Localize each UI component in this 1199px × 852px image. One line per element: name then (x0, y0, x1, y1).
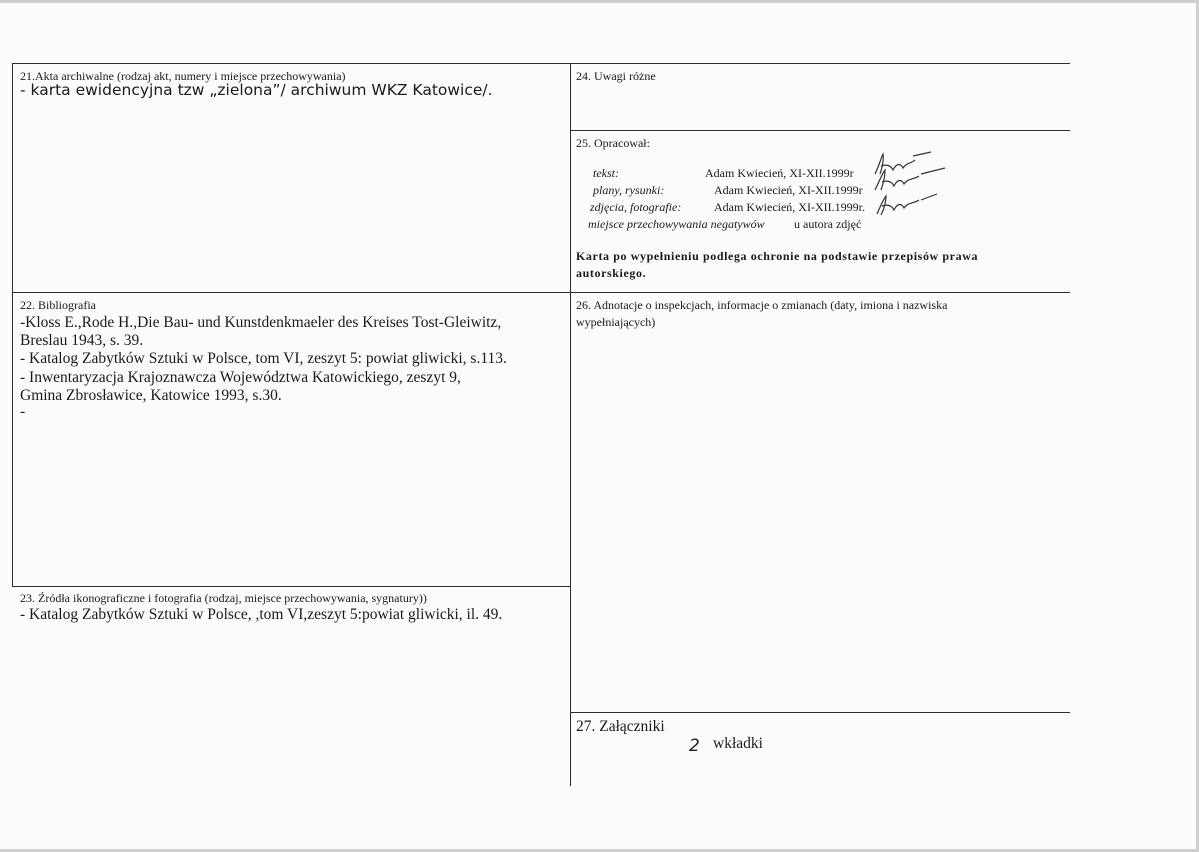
divider-24-25 (570, 130, 1070, 131)
section-23-content: - Katalog Zabytków Sztuki w Polsce, ,tom VI,zeszyt 5:powiat gliwicki, il. 49. (20, 606, 503, 623)
section-26-label-line1: 26. Adnotacje o inspekcjach, informacje o zmianach (daty, imiona i nazwiska (576, 298, 948, 312)
negatives-key: miejsce przechowywania negatywów (588, 217, 765, 231)
bibliography-line-5: Gmina Zbrosławice, Katowice 1993, s.30. (20, 387, 282, 404)
left-border-line (12, 63, 13, 587)
bibliography-line-3: - Katalog Zabytków Sztuki w Polsce, tom VI, zeszyt 5: powiat gliwicki, s.113. (20, 350, 507, 367)
attachments-count-handwritten: 2 (689, 736, 700, 756)
center-divider-line (570, 63, 571, 786)
scan-edge-top (0, 0, 1199, 3)
author-photos-key: zdjęcia, fotografie: (590, 200, 682, 214)
signature-3-icon (873, 192, 939, 218)
section-22-label: 22. Bibliografia (20, 298, 96, 312)
author-text-value: Adam Kwiecień, XI-XII.1999r (705, 166, 854, 180)
bibliography-line-2: Breslau 1943, s. 39. (20, 332, 144, 349)
section-21-content: - karta ewidencyjna tzw „zielona”/ archiwum WKZ Katowice/. (20, 81, 493, 99)
section-23-label: 23. Źródła ikonograficzne i fotografia (rodzaj, miejsce przechowywania, sygnatury)) (20, 591, 427, 605)
author-photos-value: Adam Kwiecień, XI-XII.1999r. (714, 200, 865, 214)
bibliography-line-1: -Kloss E.,Rode H.,Die Bau- und Kunstdenkmaeler des Kreises Tost-Gleiwitz, (20, 314, 502, 331)
attachments-value: wkładki (713, 735, 763, 752)
author-text-key: tekst: (593, 166, 619, 180)
top-border-line (12, 63, 1070, 64)
section-24-label: 24. Uwagi różne (576, 69, 656, 83)
divider-row-2 (12, 292, 1070, 293)
negatives-value: u autora zdjęć (794, 217, 862, 231)
divider-26-27 (570, 712, 1070, 713)
author-plans-value: Adam Kwiecień, XI-XII.1999r (714, 183, 863, 197)
section-26-label-line2: wypełniających) (576, 315, 656, 329)
bibliography-line-4: - Inwentaryzacja Krajoznawcza Województwa Katowickiego, zeszyt 9, (20, 369, 461, 386)
divider-22-23 (12, 586, 570, 587)
section-27-label: 27. Załączniki (576, 718, 665, 735)
bibliography-line-6: - (20, 403, 26, 420)
section-25-label: 25. Opracował: (576, 136, 650, 150)
section-21-label: 21.Akta archiwalne (rodzaj akt, numery i miejsce przechowywania) (20, 69, 346, 83)
copyright-notice-line2: autorskiego. (576, 266, 647, 280)
author-plans-key: plany, rysunki: (593, 183, 665, 197)
copyright-notice-line1: Karta po wypełnieniu podlega ochronie na podstawie przepisów prawa (576, 249, 979, 263)
